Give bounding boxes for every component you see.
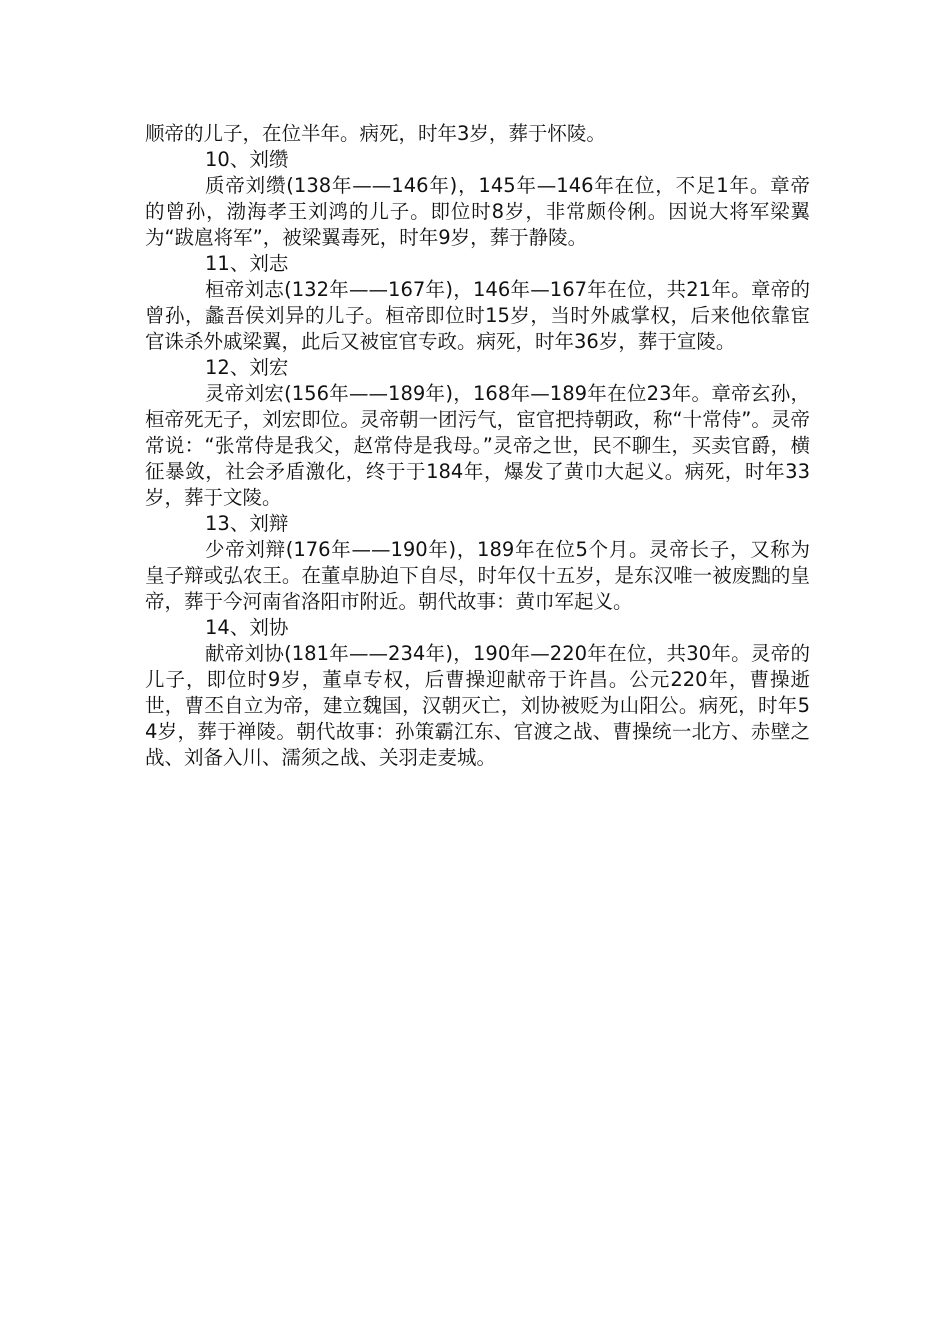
section-heading-liu-hong: 12、刘宏 [205,356,289,379]
paragraph-liu-bian: 少帝刘辩(176年——190年)，189年在位5个月。灵帝长子，又称为皇子辩或弘农王。在董卓胁迫下自尽，时年仅十五岁，是东汉唯一被废黜的皇帝，葬于今河南省洛阳市附近。朝代故事：黄巾军起义。 [145,538,810,613]
section-heading-liu-zhi: 11、刘志 [205,252,289,275]
paragraph-liu-zuan: 质帝刘缵(138年——146年)，145年—146年在位，不足1年。章帝的曾孙，渤海孝王刘鸿的儿子。即位时8岁，非常颇伶俐。因说大将军梁翼为“跋扈将军”，被梁翼毒死，时年9岁，葬于静陵。 [145,174,810,249]
section-heading-liu-xie: 14、刘协 [205,616,289,639]
section-heading-liu-bian: 13、刘辩 [205,512,289,535]
section-heading-liu-zuan: 10、刘缵 [205,148,289,171]
paragraph-liu-xie: 献帝刘协(181年——234年)，190年—220年在位，共30年。灵帝的儿子，即位时9岁，董卓专权，后曹操迎献帝于许昌。公元220年，曹操逝世，曹丕自立为帝，建立魏国，汉朝灭亡，刘协被贬为山阳公。病死，时年54岁，葬于禅陵。朝代故事：孙策霸江东、官渡之战、曹操统一北方、赤壁之战、刘备入川、濡须之战、关羽走麦城。 [145,642,810,769]
paragraph-liu-zhi: 桓帝刘志(132年——167年)，146年—167年在位，共21年。章帝的曾孙，蠡吾侯刘异的儿子。桓帝即位时15岁，当时外戚掌权，后来他依靠宦官诛杀外戚梁翼，此后又被宦官专政。病死，时年36岁，葬于宣陵。 [145,278,810,353]
paragraph-liu-hong: 灵帝刘宏(156年——189年)，168年—189年在位23年。章帝玄孙，桓帝死无子，刘宏即位。灵帝朝一团污气，宦官把持朝政，称“十常侍”。灵帝常说：“张常侍是我父，赵常侍是我母。”灵帝之世，民不聊生，买卖官爵，横征暴敛，社会矛盾激化，终于于184年，爆发了黄巾大起义。病死，时年33岁，葬于文陵。 [145,382,810,509]
document-body [145,121,810,771]
paragraph-continuation: 顺帝的儿子，在位半年。病死，时年3岁，葬于怀陵。 [145,122,606,145]
